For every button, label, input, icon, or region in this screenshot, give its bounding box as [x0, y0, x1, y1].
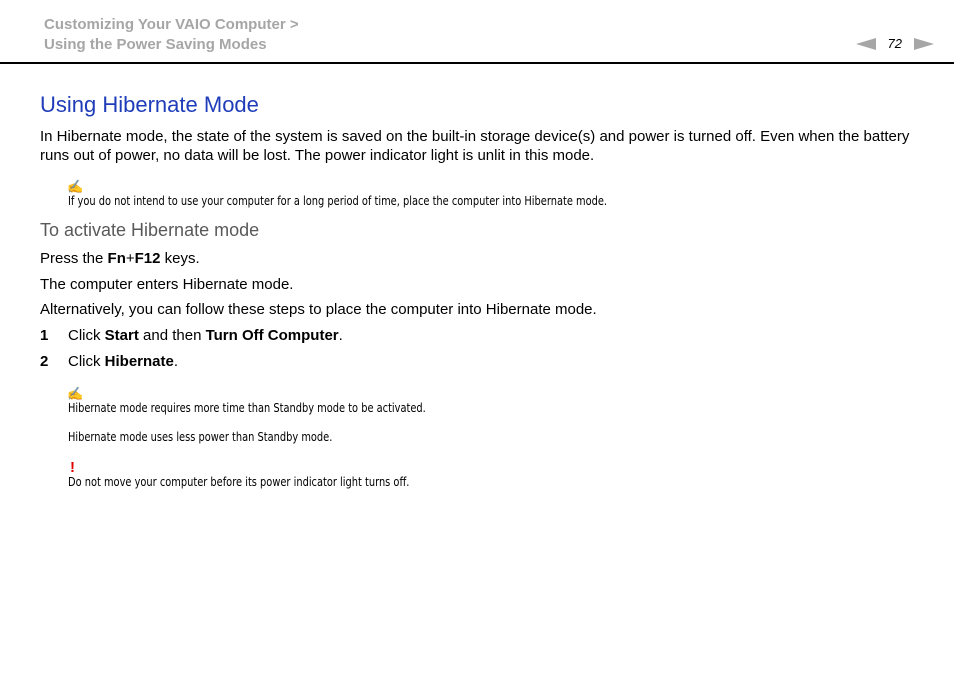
- page-navigation: [856, 36, 934, 51]
- step-ui-start: Start: [104, 327, 139, 344]
- note-pencil-icon: ✍: [67, 179, 84, 194]
- key-fn: Fn: [107, 250, 126, 267]
- intro-paragraph: In Hibernate mode, the state of the system is saved on the built-in storage device(s) and power is turned off. Even when the battery runs out of power, no data will be lost. The power indicator light is unlit in this mode.: [40, 128, 910, 164]
- note-text: Hibernate mode requires more time than Standby mode to be activated.: [68, 401, 426, 415]
- warning-text: Do not move your computer before its power indicator light turns off.: [68, 475, 410, 489]
- press-suffix: keys.: [160, 250, 200, 267]
- step-number: 2: [40, 353, 49, 370]
- section-title: Using Hibernate Mode: [40, 92, 259, 117]
- page-number: 72: [887, 36, 902, 51]
- breadcrumb-section: Using the Power Saving Modes: [44, 36, 267, 53]
- breadcrumb-chapter: Customizing Your VAIO Computer >: [44, 16, 299, 33]
- step-prefix: Click: [68, 327, 105, 344]
- step-ui-hibernate: Hibernate: [104, 353, 174, 370]
- warning-exclamation-icon: !: [70, 459, 75, 476]
- alternative-text: Alternatively, you can follow these steps to place the computer into Hibernate mode.: [40, 301, 597, 318]
- step-suffix: .: [338, 327, 343, 344]
- result-text: The computer enters Hibernate mode.: [40, 276, 294, 293]
- step-suffix: .: [173, 353, 179, 370]
- key-plus: +: [125, 250, 135, 267]
- step-text: [68, 326, 343, 345]
- step-middle: and then: [138, 327, 206, 344]
- next-page-icon[interactable]: [914, 38, 934, 50]
- key-f12: F12: [134, 250, 161, 267]
- note-text: If you do not intend to use your computer for a long period of time, place the computer into Hibernate mode.: [68, 194, 608, 208]
- press-keys-instruction: [40, 249, 200, 268]
- breadcrumb: [44, 15, 299, 55]
- step-text: [68, 352, 178, 371]
- press-prefix: Press the: [40, 250, 108, 267]
- previous-page-icon[interactable]: [856, 38, 876, 50]
- note-text: Hibernate mode uses less power than Standby mode.: [68, 430, 333, 444]
- step-prefix: Click: [68, 353, 105, 370]
- step-ui-turn-off: Turn Off Computer: [205, 327, 339, 344]
- step-number: 1: [40, 327, 49, 344]
- header-divider: [0, 62, 954, 64]
- procedure-heading: To activate Hibernate mode: [40, 220, 260, 240]
- note-pencil-icon: ✍: [67, 386, 84, 401]
